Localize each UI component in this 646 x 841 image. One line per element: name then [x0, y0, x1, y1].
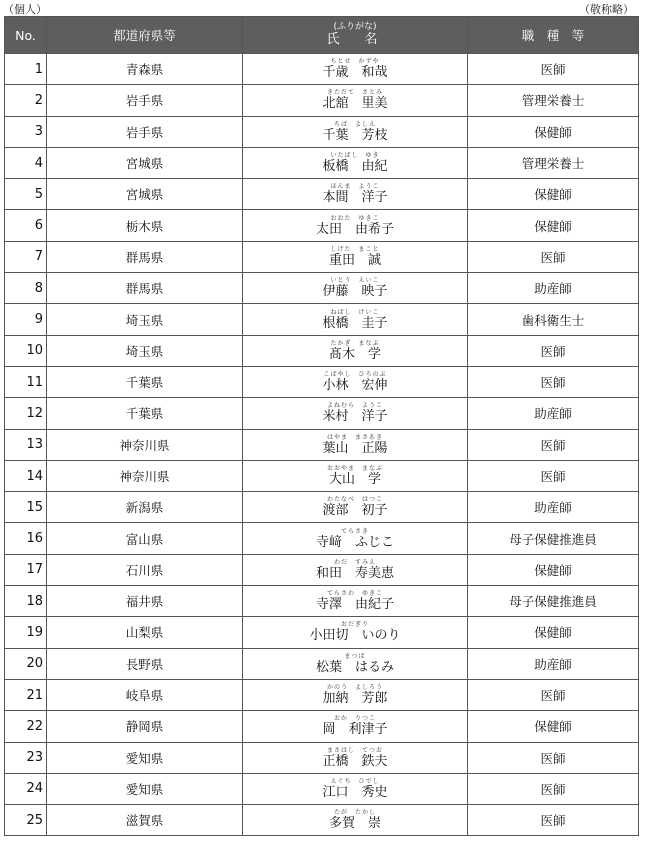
- table-row: [5, 805, 639, 836]
- row-furigana: しげた まこと: [330, 245, 380, 253]
- row-number: 16: [5, 523, 47, 554]
- row-name-cell: [243, 335, 468, 366]
- row-name-cell: [243, 742, 468, 773]
- table-row: [5, 241, 639, 272]
- row-job: 医師: [468, 54, 639, 85]
- row-prefecture: 愛知県: [47, 742, 243, 773]
- row-job: 医師: [468, 460, 639, 491]
- row-name-cell: [243, 617, 468, 648]
- row-name: 渡部 初子: [322, 503, 388, 519]
- row-job: 管理栄養士: [468, 85, 639, 116]
- table-row: [5, 711, 639, 742]
- row-name: 大山 学: [328, 472, 381, 487]
- table-row: [5, 460, 639, 491]
- row-furigana: えぐち ひでし: [330, 777, 380, 785]
- table-row: [5, 54, 639, 85]
- row-job: 助産師: [468, 492, 639, 523]
- row-prefecture: 静岡県: [47, 711, 243, 742]
- row-name: 小林 宏伸: [322, 378, 388, 394]
- row-name-cell: [243, 179, 468, 210]
- row-name-cell: [243, 116, 468, 147]
- row-job: 母子保健推進員: [468, 586, 639, 617]
- table-row: [5, 85, 639, 116]
- row-furigana: てらさき: [340, 527, 369, 535]
- row-job: 保健師: [468, 711, 639, 742]
- row-number: 3: [5, 116, 47, 147]
- row-job: 医師: [468, 679, 639, 710]
- row-name-cell: [243, 273, 468, 304]
- row-furigana: ほんま ようこ: [330, 183, 380, 191]
- row-name-cell: [243, 54, 468, 85]
- row-prefecture: 福井県: [47, 586, 243, 617]
- row-name: 寺澤 由紀子: [315, 597, 394, 613]
- table-body: [5, 54, 639, 836]
- row-name: 松葉 はるみ: [315, 659, 394, 675]
- row-name: 太田 由希子: [315, 221, 394, 237]
- row-name-cell: [243, 147, 468, 178]
- row-job: 医師: [468, 241, 639, 272]
- row-job: 助産師: [468, 398, 639, 429]
- table-row: [5, 492, 639, 523]
- row-number: 19: [5, 617, 47, 648]
- row-job: 保健師: [468, 210, 639, 241]
- row-number: 11: [5, 366, 47, 397]
- row-furigana: ねばし けいこ: [330, 308, 380, 316]
- row-name: 本間 洋子: [322, 190, 388, 206]
- row-prefecture: 新潟県: [47, 492, 243, 523]
- table-row: [5, 429, 639, 460]
- row-name: 葉山 正陽: [322, 440, 388, 456]
- row-number: 6: [5, 210, 47, 241]
- table-row: [5, 523, 639, 554]
- row-name: 寺﨑 ふじこ: [315, 534, 394, 550]
- row-furigana: いとう えいこ: [330, 277, 380, 285]
- row-prefecture: 愛知県: [47, 773, 243, 804]
- row-name-cell: [243, 429, 468, 460]
- row-furigana: たが たかし: [333, 809, 376, 817]
- row-number: 15: [5, 492, 47, 523]
- table-row: [5, 116, 639, 147]
- table-row: [5, 335, 639, 366]
- row-prefecture: 栃木県: [47, 210, 243, 241]
- row-name-cell: [243, 85, 468, 116]
- row-number: 5: [5, 179, 47, 210]
- header-furigana: (ふりがな): [333, 21, 377, 32]
- row-name-cell: [243, 460, 468, 491]
- row-number: 4: [5, 147, 47, 178]
- table-row: [5, 398, 639, 429]
- row-number: 10: [5, 335, 47, 366]
- row-name: 米村 洋子: [322, 409, 388, 425]
- table-row: [5, 147, 639, 178]
- row-prefecture: 岐阜県: [47, 679, 243, 710]
- row-number: 20: [5, 648, 47, 679]
- row-furigana: きただて さとみ: [326, 89, 383, 97]
- row-number: 17: [5, 554, 47, 585]
- row-name: 岡 利津子: [322, 722, 388, 738]
- row-name: 千歳 和哉: [322, 65, 388, 81]
- row-job: 母子保健推進員: [468, 523, 639, 554]
- row-prefecture: 千葉県: [47, 398, 243, 429]
- row-number: 25: [5, 805, 47, 836]
- row-job: 歯科衛生士: [468, 304, 639, 335]
- row-name: 多賀 崇: [328, 816, 381, 832]
- table-row: [5, 742, 639, 773]
- row-furigana: ちとせ かずや: [330, 58, 380, 66]
- row-furigana: おおた ゆきこ: [330, 214, 380, 222]
- row-number: 12: [5, 398, 47, 429]
- row-name-cell: [243, 210, 468, 241]
- row-furigana: よねむら ようこ: [326, 402, 383, 410]
- header-prefecture: 都道府県等: [47, 17, 243, 54]
- row-job: 医師: [468, 805, 639, 836]
- row-furigana: てらさわ ゆきこ: [326, 590, 383, 598]
- row-prefecture: 群馬県: [47, 241, 243, 272]
- header-job: 職 種 等: [468, 17, 639, 54]
- row-job: 保健師: [468, 554, 639, 585]
- row-furigana: おか りつこ: [333, 715, 376, 723]
- row-number: 1: [5, 54, 47, 85]
- row-name-cell: [243, 679, 468, 710]
- row-prefecture: 神奈川県: [47, 460, 243, 491]
- table-row: [5, 679, 639, 710]
- awardee-table: [4, 16, 639, 836]
- note-honorifics-omitted: （敬称略）: [579, 3, 634, 16]
- table-header-row: [5, 17, 639, 54]
- table-row: [5, 586, 639, 617]
- row-number: 9: [5, 304, 47, 335]
- row-furigana: まつば: [344, 652, 366, 660]
- row-prefecture: 岩手県: [47, 85, 243, 116]
- row-name-cell: [243, 523, 468, 554]
- table-row: [5, 648, 639, 679]
- row-prefecture: 富山県: [47, 523, 243, 554]
- table-row: [5, 304, 639, 335]
- row-name: 板橋 由紀: [322, 159, 388, 175]
- row-number: 2: [5, 85, 47, 116]
- row-prefecture: 埼玉県: [47, 335, 243, 366]
- row-job: 助産師: [468, 648, 639, 679]
- table-row: [5, 179, 639, 210]
- row-furigana: たかぎ まなぶ: [330, 339, 380, 347]
- row-furigana: こばやし ひろのぶ: [323, 371, 387, 379]
- row-job: 医師: [468, 773, 639, 804]
- row-furigana: まさはし てつお: [326, 746, 383, 754]
- row-name: 小田切 いのり: [309, 628, 401, 644]
- row-furigana: いたばし ゆき: [330, 152, 380, 160]
- row-prefecture: 山梨県: [47, 617, 243, 648]
- row-name-cell: [243, 398, 468, 429]
- header-no: No.: [5, 17, 47, 54]
- row-name-cell: [243, 241, 468, 272]
- row-name-cell: [243, 492, 468, 523]
- row-name: 髙木 学: [328, 346, 381, 362]
- row-furigana: はやま まさあき: [326, 433, 383, 441]
- row-job: 管理栄養士: [468, 147, 639, 178]
- row-name-cell: [243, 773, 468, 804]
- row-prefecture: 千葉県: [47, 366, 243, 397]
- row-furigana: わだ すみえ: [333, 558, 376, 566]
- table-row: [5, 210, 639, 241]
- row-prefecture: 埼玉県: [47, 304, 243, 335]
- row-name-cell: [243, 304, 468, 335]
- row-prefecture: 青森県: [47, 54, 243, 85]
- row-furigana: おおやま まなぶ: [326, 465, 383, 472]
- row-name: 加納 芳郎: [322, 691, 388, 707]
- row-number: 23: [5, 742, 47, 773]
- row-name: 重田 誠: [328, 252, 381, 268]
- row-furigana: かのう よしろう: [326, 684, 383, 692]
- table-row: [5, 366, 639, 397]
- row-number: 22: [5, 711, 47, 742]
- row-prefecture: 岩手県: [47, 116, 243, 147]
- row-name: 根橋 圭子: [322, 315, 388, 331]
- row-name-cell: [243, 366, 468, 397]
- row-name: 北舘 里美: [322, 96, 388, 112]
- row-number: 8: [5, 273, 47, 304]
- row-name: 和田 寿美恵: [315, 565, 394, 581]
- row-name-cell: [243, 648, 468, 679]
- row-job: 医師: [468, 366, 639, 397]
- row-number: 24: [5, 773, 47, 804]
- row-job: 保健師: [468, 617, 639, 648]
- row-name: 千葉 芳枝: [322, 127, 388, 143]
- row-number: 13: [5, 429, 47, 460]
- row-name-cell: [243, 805, 468, 836]
- row-prefecture: 長野県: [47, 648, 243, 679]
- row-name: 江口 秀史: [322, 784, 388, 800]
- row-prefecture: 滋賀県: [47, 805, 243, 836]
- header-name-label: 氏 名: [326, 31, 384, 47]
- row-name: 正橋 鉄夫: [322, 753, 388, 769]
- row-job: 保健師: [468, 116, 639, 147]
- row-number: 21: [5, 679, 47, 710]
- row-prefecture: 群馬県: [47, 273, 243, 304]
- table-row: [5, 554, 639, 585]
- row-name-cell: [243, 711, 468, 742]
- row-furigana: わたなべ はつこ: [326, 496, 383, 504]
- note-individual: （個人）: [3, 3, 47, 16]
- row-furigana: おだぎり: [340, 621, 369, 629]
- row-job: 医師: [468, 335, 639, 366]
- row-number: 7: [5, 241, 47, 272]
- row-job: 医師: [468, 742, 639, 773]
- row-number: 14: [5, 460, 47, 491]
- header-name: [243, 17, 468, 54]
- row-prefecture: 宮城県: [47, 179, 243, 210]
- row-number: 18: [5, 586, 47, 617]
- table-row: [5, 617, 639, 648]
- row-prefecture: 神奈川県: [47, 429, 243, 460]
- row-job: 助産師: [468, 273, 639, 304]
- row-name: 伊藤 映子: [322, 284, 388, 300]
- row-name-cell: [243, 554, 468, 585]
- table-row: [5, 273, 639, 304]
- table-row: [5, 773, 639, 804]
- row-job: 保健師: [468, 179, 639, 210]
- row-job: 医師: [468, 429, 639, 460]
- row-name-cell: [243, 586, 468, 617]
- row-prefecture: 宮城県: [47, 147, 243, 178]
- row-furigana: ちば よしえ: [333, 120, 376, 128]
- row-prefecture: 石川県: [47, 554, 243, 585]
